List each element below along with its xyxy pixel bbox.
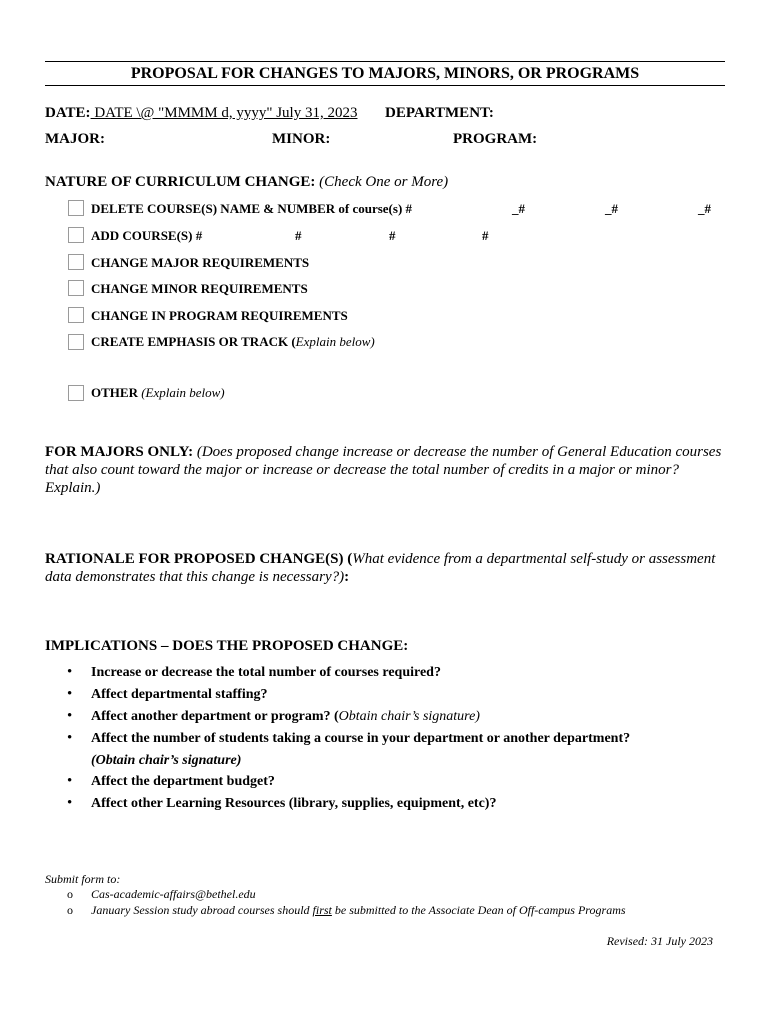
submit-label: Submit form to: xyxy=(45,872,121,886)
submit-note-emphasis: first xyxy=(312,903,332,917)
implication-item-hint: (Obtain chair’s signature) xyxy=(91,753,242,768)
delete-hash-2: _# xyxy=(605,201,618,216)
bullet-dot: • xyxy=(67,664,73,680)
create-emphasis-checkbox[interactable] xyxy=(68,334,84,350)
create-emphasis-label: CREATE EMPHASIS OR TRACK ( xyxy=(91,334,296,349)
implication-item: Affect other Learning Resources (library, supplies, equipment, etc)? xyxy=(91,796,497,811)
change-program-checkbox[interactable] xyxy=(68,307,84,323)
implication-item: Affect the department budget? xyxy=(91,774,275,789)
add-course-checkbox[interactable] xyxy=(68,227,84,243)
rationale-section xyxy=(45,550,730,586)
implication-item: Increase or decrease the total number of courses required? xyxy=(91,665,441,680)
add-hash-2: # xyxy=(389,228,396,243)
title-rule-bottom xyxy=(45,85,725,86)
majors-only-section xyxy=(45,443,730,497)
program-label: PROGRAM: xyxy=(453,131,538,147)
implication-item-row xyxy=(91,709,480,725)
other-label: OTHER xyxy=(91,385,138,400)
submit-bullet: o xyxy=(67,903,73,917)
rationale-text: What evidence from a departmental self-study or assessment data demonstrates that this change is necessary?) xyxy=(45,551,716,585)
bullet-dot: • xyxy=(67,730,73,746)
submit-note-post: be submitted to the Associate Dean of Off-campus Programs xyxy=(331,903,626,917)
implication-item-hint: Obtain chair’s signature) xyxy=(338,709,480,724)
minor-label: MINOR: xyxy=(272,131,331,147)
bullet-dot: • xyxy=(67,773,73,789)
submit-note-pre: January Session study abroad courses should xyxy=(91,903,313,917)
majors-only-text: (Does proposed change increase or decrease the number of General Education courses that also count toward the major or increase or decrease the total number of credits in a major or minor? Explain.) xyxy=(45,444,722,496)
bullet-dot: • xyxy=(67,708,73,724)
other-checkbox[interactable] xyxy=(68,385,84,401)
add-course-label: ADD COURSE(S) # xyxy=(91,228,203,243)
nature-label: NATURE OF CURRICULUM CHANGE: xyxy=(45,174,316,190)
bullet-dot: • xyxy=(67,795,73,811)
date-row xyxy=(45,105,357,122)
submit-bullet: o xyxy=(67,887,73,901)
add-hash-1: # xyxy=(295,228,302,243)
delete-course-checkbox[interactable] xyxy=(68,200,84,216)
revised-date: Revised: 31 July 2023 xyxy=(606,934,713,948)
implication-item: Affect another department or program? ( xyxy=(91,709,339,724)
other-hint: (Explain below) xyxy=(141,385,225,400)
create-emphasis-row xyxy=(91,334,375,350)
change-major-checkbox[interactable] xyxy=(68,254,84,270)
delete-hash-1: _# xyxy=(512,201,525,216)
majors-only-label: FOR MAJORS ONLY: xyxy=(45,444,194,460)
rationale-label: RATIONALE FOR PROPOSED CHANGE(S) ( xyxy=(45,551,353,567)
nature-heading xyxy=(45,174,448,191)
delete-course-label: DELETE COURSE(S) NAME & NUMBER of course(s) # xyxy=(91,201,413,216)
rationale-colon: : xyxy=(344,569,350,585)
title-rule-top xyxy=(45,61,725,62)
change-minor-checkbox[interactable] xyxy=(68,280,84,296)
change-program-label: CHANGE IN PROGRAM REQUIREMENTS xyxy=(91,308,348,323)
department-label: DEPARTMENT: xyxy=(385,105,494,121)
page-title: PROPOSAL FOR CHANGES TO MAJORS, MINORS, OR PROGRAMS xyxy=(130,65,640,82)
other-row xyxy=(91,385,225,401)
delete-hash-3: _# xyxy=(698,201,711,216)
create-emphasis-hint: Explain below) xyxy=(295,334,375,349)
implications-heading: IMPLICATIONS – DOES THE PROPOSED CHANGE: xyxy=(45,638,409,654)
date-label: DATE: xyxy=(45,105,91,121)
submit-email-link[interactable]: Cas-academic-affairs@bethel.edu xyxy=(91,887,256,901)
date-field[interactable]: DATE \@ "MMMM d, yyyy" July 31, 2023 xyxy=(90,105,358,121)
implication-item: Affect the number of students taking a course in your department or another department? xyxy=(91,731,631,746)
add-hash-3: # xyxy=(482,228,489,243)
implication-item: Affect departmental staffing? xyxy=(91,687,268,702)
change-minor-label: CHANGE MINOR REQUIREMENTS xyxy=(91,281,308,296)
change-major-label: CHANGE MAJOR REQUIREMENTS xyxy=(91,255,310,270)
bullet-dot: • xyxy=(67,686,73,702)
nature-hint: (Check One or More) xyxy=(319,174,449,190)
major-label: MAJOR: xyxy=(45,131,105,147)
submit-note xyxy=(91,903,626,918)
